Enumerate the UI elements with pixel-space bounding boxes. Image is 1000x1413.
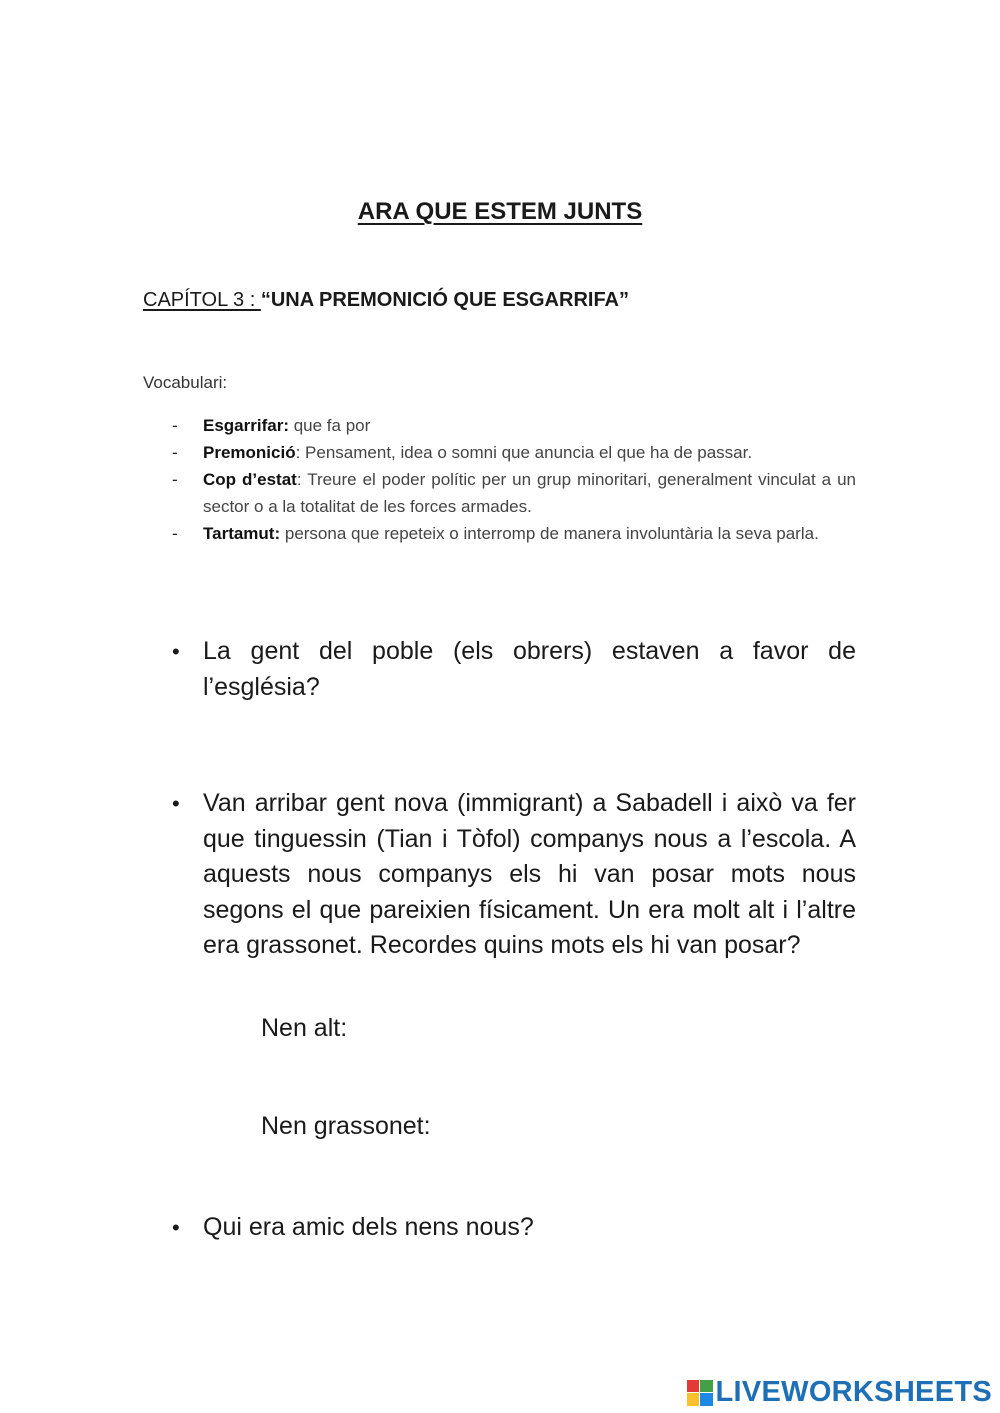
vocabulary-definition: : Pensament, idea o somni que anuncia el que ha de passar. (295, 443, 753, 462)
vocabulary-term: Esgarrifar: (203, 416, 289, 435)
question-item (172, 634, 856, 705)
liveworksheets-logo-icon (687, 1380, 713, 1406)
chapter-name: “UNA PREMONICIÓ QUE ESGARRIFA” (260, 289, 630, 311)
answer-label-tall-boy: Nen alt: (261, 1014, 348, 1042)
vocabulary-item: - Cop d’estat: Treure el poder polític per un grup minoritari, generalment vinculat a un sector o a la totalitat de les forces armades. (172, 470, 857, 516)
vocabulary-definition: persona que repeteix o interromp de manera involuntària la seva parla. (280, 524, 819, 543)
bullet-icon: • (172, 1215, 180, 1240)
answer-label-chubby-boy: Nen grassonet: (261, 1112, 431, 1140)
chapter-label: CAPÍTOL 3 : (143, 289, 261, 311)
liveworksheets-watermark (687, 1376, 993, 1409)
watermark-text: LIVEWORKSHEETS (715, 1376, 992, 1408)
vocabulary-term: Tartamut: (203, 524, 281, 543)
vocabulary-list (172, 412, 856, 547)
bullet-icon: • (172, 639, 180, 664)
bullet-icon: • (172, 791, 180, 816)
question-item (172, 786, 856, 964)
document-title: ARA QUE ESTEM JUNTS (357, 198, 643, 225)
vocabulary-term: Cop d’estat (203, 470, 297, 489)
question-item (172, 1210, 856, 1246)
question-text: La gent del poble (els obrers) estaven a favor de l’església? (203, 637, 856, 701)
vocabulary-term: Premonició (203, 443, 296, 462)
vocabulary-item: - Tartamut: persona que repeteix o interromp de manera involuntària la seva parla. (172, 524, 819, 543)
vocabulary-heading: Vocabulari: (143, 373, 228, 392)
vocabulary-definition: que fa por (288, 416, 371, 435)
question-text: Qui era amic dels nens nous? (203, 1213, 534, 1241)
vocabulary-definition: : Treure el poder polític per un grup minoritari, generalment vinculat a un sector o a la totalitat de les forces armades. (203, 470, 857, 516)
vocabulary-item: - Esgarrifar: que fa por (172, 416, 371, 435)
chapter-heading (143, 289, 629, 312)
vocabulary-item: - Premonició: Pensament, idea o somni que anuncia el que ha de passar. (172, 443, 753, 462)
question-text: Van arribar gent nova (immigrant) a Sabadell i això va fer que tinguessin (Tian i Tòfol) companys nous a l’escola. A aquests nous companys els hi van posar mots nous segons el que pareixien físicament. Un era molt alt i l’altre era grassonet. Recordes quins mots els hi van posar? (203, 789, 856, 959)
